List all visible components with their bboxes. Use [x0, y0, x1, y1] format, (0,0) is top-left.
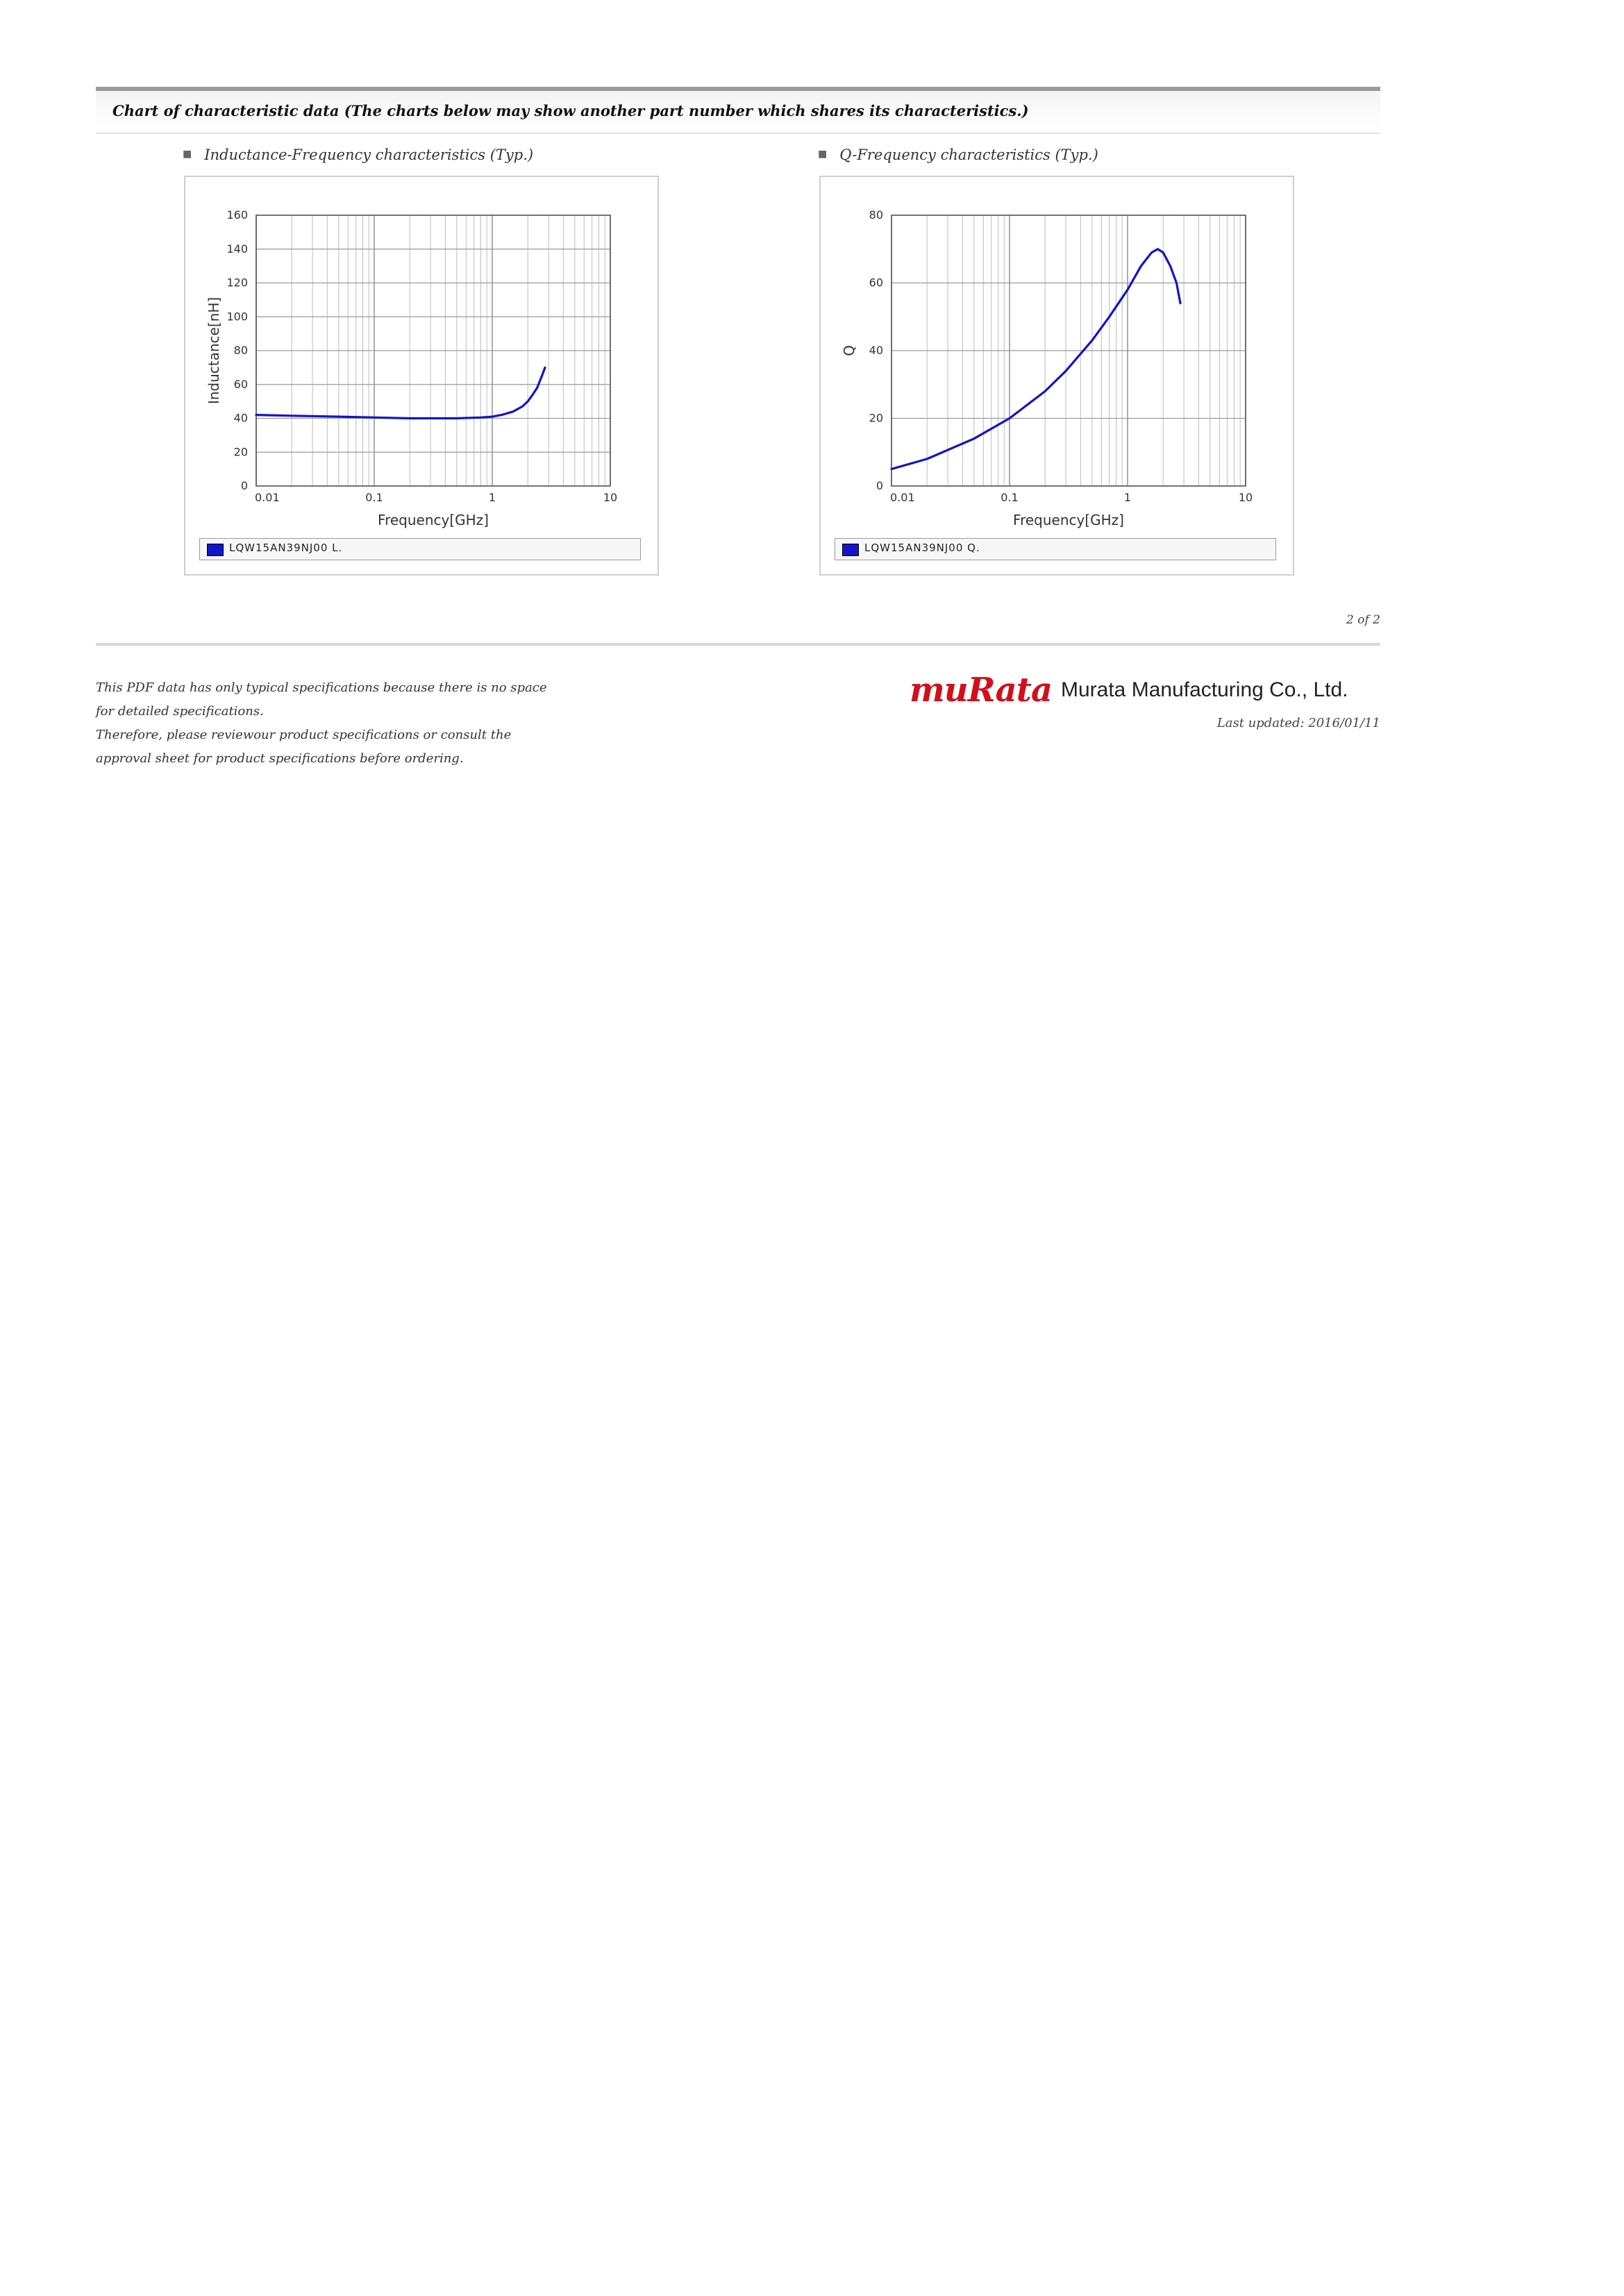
section-title: Chart of characteristic data (The charts below may show another part number which shares its characteristics.): [112, 102, 1029, 119]
bullet-icon: ■: [818, 149, 828, 160]
x-tick-label: 0.1: [1001, 491, 1019, 504]
disclaimer-line: Therefore, please reviewour product specifications or consult the: [96, 728, 512, 742]
chart-heading-q: [818, 146, 1098, 163]
bullet-icon: ■: [183, 149, 192, 160]
y-tick-label: 0: [240, 479, 248, 492]
y-tick-label: 20: [869, 411, 883, 425]
y-tick-label: 0: [876, 479, 883, 492]
murata-logo: muRata: [910, 671, 1053, 710]
x-tick-label: 10: [603, 491, 618, 504]
y-tick-label: 60: [233, 377, 248, 391]
x-axis-label: Frequency[GHz]: [378, 512, 489, 528]
y-axis-label: Inductance[nH]: [206, 296, 222, 405]
y-tick-label: 140: [226, 242, 248, 255]
last-updated: Last updated: 2016/01/11: [1216, 716, 1380, 730]
chart-heading-inductance-text: Inductance-Frequency characteristics (Typ.): [204, 146, 534, 163]
disclaimer-line: for detailed specifications.: [96, 704, 264, 719]
disclaimer-line: This PDF data has only typical specifications because there is no space: [96, 680, 547, 695]
q-legend-label: LQW15AN39NJ00 Q.: [864, 542, 980, 554]
y-tick-label: 160: [226, 208, 248, 221]
x-tick-label: 10: [1238, 491, 1253, 504]
y-tick-label: 80: [233, 344, 248, 357]
x-tick-label: 1: [1123, 491, 1132, 504]
inductance-legend: [199, 538, 641, 560]
x-tick-label: 1: [488, 491, 496, 504]
y-tick-label: 20: [233, 445, 248, 459]
section-header: [96, 91, 1380, 134]
disclaimer-line: approval sheet for product specifications before ordering.: [96, 751, 464, 766]
y-tick-label: 100: [226, 310, 248, 324]
inductance-chart: [185, 177, 658, 574]
x-tick-label: 0.01: [890, 491, 915, 504]
legend-swatch-icon: [842, 544, 859, 556]
y-tick-label: 60: [869, 276, 883, 290]
y-tick-label: 80: [869, 208, 883, 221]
q-chart-panel: [819, 176, 1294, 576]
disclaimer: [96, 676, 721, 771]
y-tick-label: 120: [226, 276, 248, 290]
inductance-legend-label: LQW15AN39NJ00 L.: [229, 542, 343, 554]
company-name: Murata Manufacturing Co., Ltd.: [1061, 678, 1348, 701]
q-chart: [821, 177, 1293, 574]
chart-heading-inductance: [183, 146, 533, 163]
y-axis-label: Q: [841, 345, 857, 356]
page-number: 2 of 2: [1346, 613, 1380, 627]
q-legend: [835, 538, 1276, 560]
bottom-rule: [96, 643, 1380, 646]
x-tick-label: 0.1: [365, 491, 383, 504]
x-tick-label: 0.01: [255, 491, 280, 504]
legend-swatch-icon: [207, 544, 224, 556]
chart-heading-q-text: Q-Frequency characteristics (Typ.): [839, 146, 1098, 163]
y-tick-label: 40: [869, 344, 883, 357]
y-tick-label: 40: [233, 411, 248, 425]
x-axis-label: Frequency[GHz]: [1013, 512, 1124, 528]
inductance-chart-panel: [184, 176, 659, 576]
